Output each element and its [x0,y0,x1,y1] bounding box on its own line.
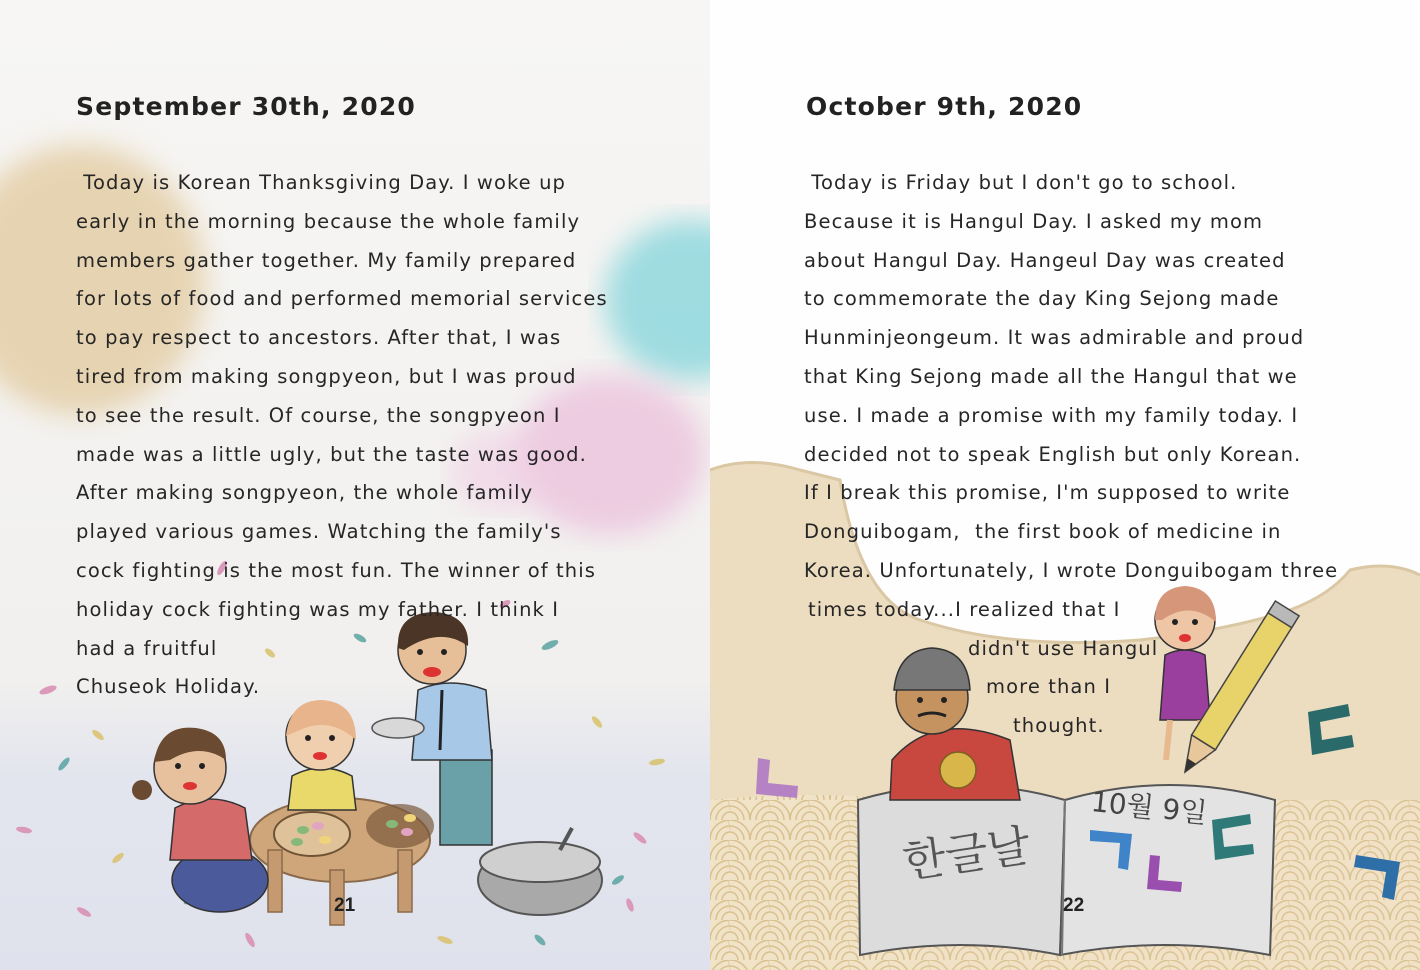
watercolor-teal [605,220,710,380]
diary-line: had a fruitful [76,636,218,660]
diary-line: times today...I realized that I [808,597,1121,621]
diary-line: cock fighting is the most fun. The winner of this [76,558,597,582]
diary-line: Korea. Unfortunately, I wrote Donguibogam three [804,558,1339,582]
diary-line: didn't use Hangul [968,636,1159,660]
diary-line: to commemorate the day King Sejong made [804,287,1280,311]
page-number: 21 [334,895,356,916]
diary-line: that King Sejong made all the Hangul that we [804,364,1298,388]
diary-line: to see the result. Of course, the songpyeon I [76,403,561,427]
diary-line: Chuseok Holiday. [76,675,261,699]
diary-line: more than I [986,675,1112,699]
diary-line: decided not to speak English but only Korean. [804,442,1302,466]
right-page [710,0,1420,970]
diary-line: about Hangul Day. Hangeul Day was created [804,248,1286,272]
entry-date: October 9th, 2020 [806,92,1083,121]
grandmother-figure [132,728,268,912]
page-number: 22 [1063,895,1085,916]
diary-line: for lots of food and performed memorial services [76,287,608,311]
diary-line: Today is Korean Thanksgiving Day. I woke up [76,171,567,194]
book-left-handwriting: 한글날 [899,820,1034,889]
diary-line: After making songpyeon, the whole family [76,481,534,505]
diary-line: to pay respect to ancestors. After that, I was [76,326,562,350]
diary-line: Hunminjeongeum. It was admirable and proud [804,326,1305,350]
diary-line: Donguibogam, the first book of medicine in [804,520,1282,544]
diary-line: members gather together. My family prepared [76,248,577,272]
diary-line: Today is Friday but I don't go to school. [804,171,1238,194]
diary-line: If I break this promise, I'm supposed to write [804,481,1291,505]
entry-date: September 30th, 2020 [76,92,417,121]
diary-line: holiday cock fighting was my father. I think I [76,597,560,621]
diary-line: Because it is Hangul Day. I asked my mom [804,209,1264,233]
girl-figure [286,700,356,810]
diary-line: made was a little ugly, but the taste was good. [76,442,587,466]
diary-line: tired from making songpyeon, but I was proud [76,364,577,388]
diary-line: thought. [1013,714,1105,738]
diary-body [76,164,608,707]
diary-line: played various games. Watching the family's [76,520,562,544]
diary-line: early in the morning because the whole family [76,209,581,233]
book-right-handwriting: 10월 9일 [1089,784,1209,830]
diary-body [710,164,1420,746]
cooking-pot [478,828,602,915]
diary-line: use. I made a promise with my family today. I [804,403,1299,427]
